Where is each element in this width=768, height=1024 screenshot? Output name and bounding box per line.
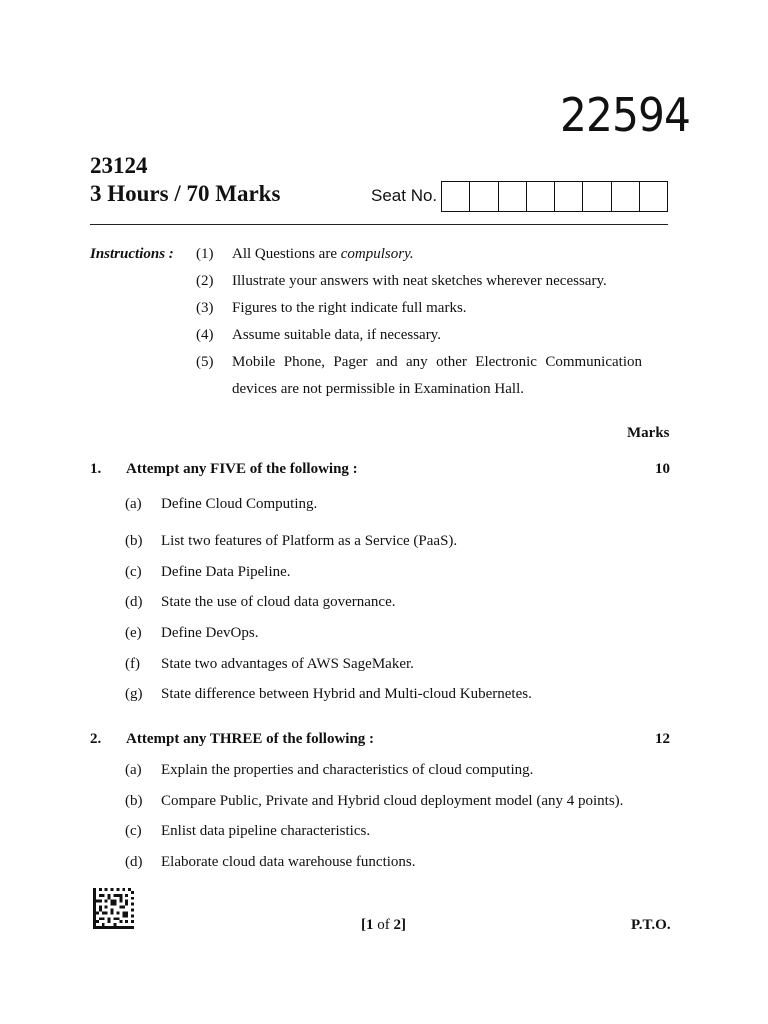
sub-question-text: Define Data Pipeline. xyxy=(161,564,291,580)
seat-number-boxes[interactable] xyxy=(441,181,668,212)
instruction-text: Figures to the right indicate full marks. xyxy=(232,300,467,316)
sub-question-label: (e) xyxy=(125,625,142,641)
seat-box[interactable] xyxy=(470,181,498,212)
question-marks: 12 xyxy=(655,731,670,747)
paper-code: 22594 xyxy=(560,88,691,142)
sub-question-label: (a) xyxy=(125,496,142,512)
question-title: Attempt any THREE of the following : xyxy=(126,731,375,747)
seat-box[interactable] xyxy=(527,181,555,212)
sub-question-label: (c) xyxy=(125,564,142,580)
seat-box[interactable] xyxy=(640,181,668,212)
seat-number-label: Seat No. xyxy=(371,186,438,205)
sub-question-text: State difference between Hybrid and Multi-cloud Kubernetes. xyxy=(161,686,532,702)
page-number: [1 of 2] xyxy=(361,917,406,933)
sub-question-text: Elaborate cloud data warehouse functions. xyxy=(161,854,416,870)
instruction-text: All Questions are compulsory. xyxy=(232,246,414,262)
sub-question-text: Enlist data pipeline characteristics. xyxy=(161,823,371,839)
instruction-number: (1) xyxy=(196,246,214,262)
sub-question-label: (d) xyxy=(125,594,143,610)
question-number: 2. xyxy=(90,731,102,747)
seat-box[interactable] xyxy=(612,181,640,212)
header-divider xyxy=(90,224,668,225)
instructions-label: Instructions : xyxy=(90,246,174,262)
sub-question-label: (f) xyxy=(125,656,140,672)
exam-code: 23124 xyxy=(90,153,148,178)
instruction-text: Illustrate your answers with neat sketches wherever necessary. xyxy=(232,273,607,289)
instruction-number: (2) xyxy=(196,273,214,289)
question-title: Attempt any FIVE of the following : xyxy=(126,461,358,477)
sub-question-label: (b) xyxy=(125,793,143,809)
seat-box[interactable] xyxy=(555,181,583,212)
question-number: 1. xyxy=(90,461,102,477)
sub-question-label: (g) xyxy=(125,686,143,702)
sub-question-text: Compare Public, Private and Hybrid cloud deployment model (any 4 points). xyxy=(161,793,624,809)
sub-question-text: State two advantages of AWS SageMaker. xyxy=(161,656,414,672)
instruction-text: Assume suitable data, if necessary. xyxy=(232,327,441,343)
seat-box[interactable] xyxy=(583,181,611,212)
sub-question-label: (d) xyxy=(125,854,143,870)
instruction-text: Mobile Phone, Pager and any other Electronic Communication xyxy=(232,354,642,370)
sub-question-text: Explain the properties and characteristics of cloud computing. xyxy=(161,762,534,778)
sub-question-text: State the use of cloud data governance. xyxy=(161,594,396,610)
instruction-number: (4) xyxy=(196,327,214,343)
marks-column-heading: Marks xyxy=(627,425,670,441)
sub-question-label: (b) xyxy=(125,533,143,549)
instruction-number: (5) xyxy=(196,354,214,370)
sub-question-text: Define Cloud Computing. xyxy=(161,496,318,512)
question-marks: 10 xyxy=(655,461,670,477)
seat-box[interactable] xyxy=(499,181,527,212)
sub-question-label: (c) xyxy=(125,823,142,839)
sub-question-label: (a) xyxy=(125,762,142,778)
qr-code-icon xyxy=(93,888,134,929)
instruction-number: (3) xyxy=(196,300,214,316)
sub-question-text: List two features of Platform as a Service (PaaS). xyxy=(161,533,458,549)
seat-box[interactable] xyxy=(442,181,470,212)
sub-question-text: Define DevOps. xyxy=(161,625,259,641)
please-turn-over: P.T.O. xyxy=(631,917,671,933)
duration-marks: 3 Hours / 70 Marks xyxy=(90,181,281,206)
instruction-text-continued: devices are not permissible in Examination Hall. xyxy=(232,381,525,397)
